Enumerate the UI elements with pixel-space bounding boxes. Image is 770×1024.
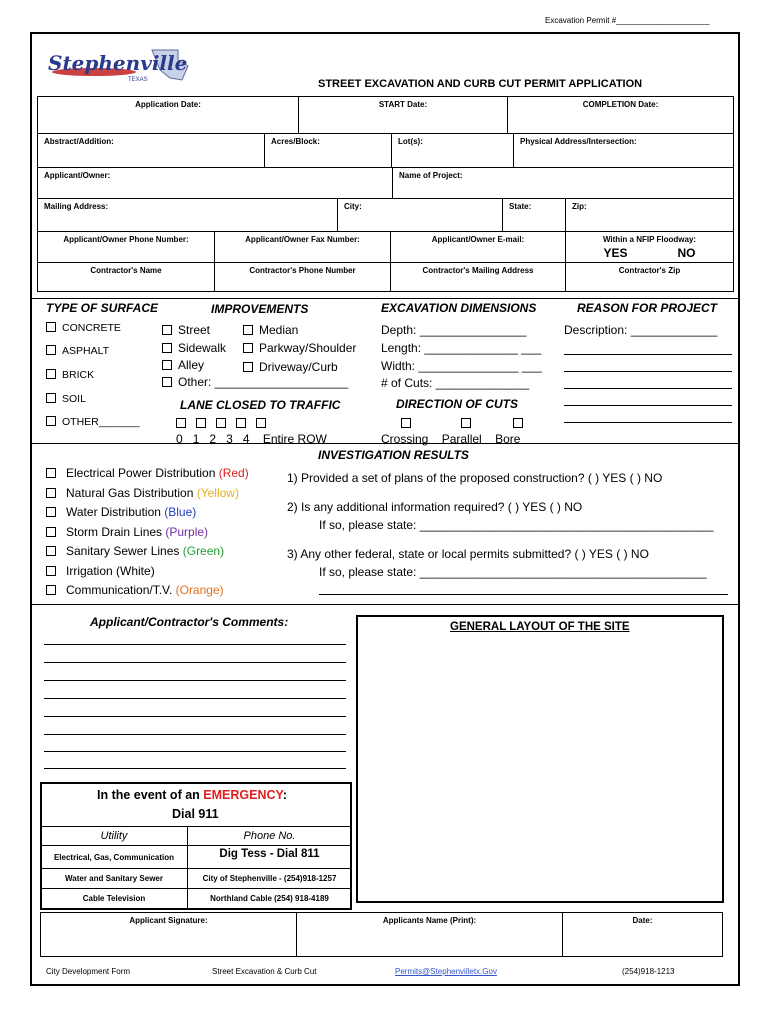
- divider: [41, 888, 351, 889]
- utility-item[interactable]: Sanitary Sewer Lines (Green): [46, 542, 249, 562]
- emergency-word: EMERGENCY: [203, 788, 283, 802]
- footer-email-link[interactable]: Permits@Stephenvilletx.Gov: [395, 967, 497, 976]
- contractor-mailing-field[interactable]: Contractor's Mailing Address: [390, 262, 566, 292]
- divider: [41, 826, 351, 827]
- crossing-label: Crossing: [381, 432, 429, 446]
- improvement-driveway[interactable]: Driveway/Curb: [243, 360, 338, 374]
- checkbox[interactable]: [256, 418, 266, 428]
- emergency-line: In the event of an EMERGENCY:: [97, 788, 288, 802]
- comment-line[interactable]: [44, 698, 346, 699]
- checkbox[interactable]: [46, 345, 56, 355]
- checkbox[interactable]: [46, 369, 56, 379]
- width-field[interactable]: Width: _______________ ___: [381, 359, 542, 373]
- lane-checkboxes: 0 1 2 3 4 Entire ROW: [176, 414, 327, 446]
- comment-line[interactable]: [44, 768, 346, 769]
- utility-row-2: Water and Sanitary Sewer: [65, 874, 163, 883]
- checkbox[interactable]: [162, 343, 172, 353]
- floodway-yes[interactable]: YES: [603, 246, 628, 260]
- checkbox[interactable]: [243, 325, 253, 335]
- bore-label: Bore: [495, 432, 521, 446]
- acres-block-field[interactable]: Acres/Block:: [264, 133, 392, 168]
- investigation-title: INVESTIGATION RESULTS: [318, 448, 469, 462]
- project-name-field[interactable]: Name of Project:: [392, 167, 734, 199]
- mailing-address-field[interactable]: Mailing Address:: [37, 198, 338, 232]
- checkbox[interactable]: [243, 362, 253, 372]
- question-2[interactable]: 2) Is any additional information required? ( ) YES ( ) NO: [287, 500, 583, 514]
- question-3-line[interactable]: [319, 594, 728, 595]
- col-utility: Utility: [100, 830, 128, 842]
- checkbox[interactable]: [46, 322, 56, 332]
- improvements-title: IMPROVEMENTS: [211, 302, 309, 316]
- contractor-zip-field[interactable]: Contractor's Zip: [565, 262, 734, 292]
- utility-list: [46, 464, 249, 601]
- surface-other[interactable]: OTHER_______: [46, 416, 140, 428]
- checkbox[interactable]: [46, 416, 56, 426]
- description-line[interactable]: [564, 354, 732, 355]
- utility-item[interactable]: Water Distribution (Blue): [46, 503, 249, 523]
- date-field[interactable]: Date:: [562, 912, 723, 957]
- cuts-field[interactable]: # of Cuts: ______________: [381, 376, 530, 390]
- entire-row-label: Entire ROW: [262, 432, 327, 446]
- checkbox[interactable]: [461, 418, 471, 428]
- dial-911: Dial 911: [172, 807, 219, 821]
- improvement-other[interactable]: Other: ____________________: [162, 375, 348, 389]
- contractor-name-field[interactable]: Contractor's Name: [37, 262, 215, 292]
- excavation-title: EXCAVATION DIMENSIONS: [381, 301, 537, 315]
- phone-row-3: Northland Cable (254) 918-4189: [210, 894, 329, 903]
- checkbox[interactable]: [46, 468, 56, 478]
- question-3-details[interactable]: If so, please state: ___________________________________________: [319, 565, 707, 579]
- length-field[interactable]: Length: ______________ ___: [381, 341, 542, 355]
- signature-field[interactable]: Applicant Signature:: [40, 912, 297, 957]
- checkbox[interactable]: [46, 507, 56, 517]
- checkbox[interactable]: [46, 393, 56, 403]
- parallel-label: Parallel: [441, 432, 482, 446]
- comment-line[interactable]: [44, 662, 346, 663]
- col-phone: Phone No.: [243, 830, 296, 842]
- logo-text: Stephenville: [48, 51, 188, 75]
- utility-row-1: Electrical, Gas, Communication: [53, 853, 175, 862]
- improvement-alley[interactable]: Alley: [162, 358, 204, 372]
- checkbox[interactable]: [46, 527, 56, 537]
- description-line[interactable]: [564, 388, 732, 389]
- lane-closed-title: LANE CLOSED TO TRAFFIC: [180, 398, 341, 412]
- utility-row-3: Cable Television: [82, 894, 146, 903]
- start-date-field[interactable]: START Date:: [298, 96, 508, 134]
- checkbox[interactable]: [162, 325, 172, 335]
- comment-line[interactable]: [44, 751, 346, 752]
- checkbox[interactable]: [176, 418, 186, 428]
- direction-options: [381, 414, 529, 446]
- utility-item[interactable]: Natural Gas Distribution (Yellow): [46, 484, 249, 504]
- checkbox[interactable]: [196, 418, 206, 428]
- phone-row-2: City of Stephenville - (254)918-1257: [202, 874, 337, 883]
- layout-title: GENERAL LAYOUT OF THE SITE: [450, 621, 630, 633]
- application-date-field[interactable]: Application Date:: [37, 96, 299, 134]
- question-1[interactable]: 1) Provided a set of plans of the proposed construction? ( ) YES ( ) NO: [287, 471, 663, 485]
- depth-field[interactable]: Depth: ________________: [381, 323, 527, 337]
- fax-field[interactable]: Applicant/Owner Fax Number:: [214, 231, 391, 263]
- divider: [41, 845, 351, 846]
- checkbox[interactable]: [401, 418, 411, 428]
- stephenville-logo: [42, 46, 192, 86]
- abstract-field[interactable]: Abstract/Addition:: [37, 133, 265, 168]
- phone-field[interactable]: Applicant/Owner Phone Number:: [37, 231, 215, 263]
- surface-asphalt[interactable]: ASPHALT: [46, 345, 109, 357]
- divider: [31, 298, 739, 299]
- print-name-field[interactable]: Applicants Name (Print):: [296, 912, 563, 957]
- surface-concrete[interactable]: CONCRETE: [46, 322, 121, 334]
- permit-number-label: Excavation Permit #_____________________: [545, 16, 710, 25]
- floodway-no[interactable]: NO: [677, 246, 696, 260]
- checkbox[interactable]: [46, 488, 56, 498]
- contractor-phone-field[interactable]: Contractor's Phone Number: [214, 262, 391, 292]
- form-title: STREET EXCAVATION AND CURB CUT PERMIT APPLICATION: [318, 78, 643, 90]
- state-field[interactable]: State:: [502, 198, 566, 232]
- footer-phone: (254)918-1213: [622, 967, 675, 976]
- divider: [31, 604, 739, 605]
- reason-title: REASON FOR PROJECT: [577, 301, 718, 315]
- checkbox[interactable]: [513, 418, 523, 428]
- improvement-median[interactable]: Median: [243, 323, 298, 337]
- checkbox[interactable]: [162, 377, 172, 387]
- description-line[interactable]: [564, 422, 732, 423]
- checkbox[interactable]: [46, 546, 56, 556]
- city-field[interactable]: City:: [337, 198, 503, 232]
- utility-item[interactable]: Storm Drain Lines (Purple): [46, 523, 249, 543]
- improvement-parkway[interactable]: Parkway/Shoulder: [243, 341, 356, 355]
- lots-field[interactable]: Lot(s):: [391, 133, 514, 168]
- email-field[interactable]: Applicant/Owner E-mail:: [390, 231, 566, 263]
- question-2-details[interactable]: If so, please state: ____________________________________________: [319, 518, 714, 532]
- checkbox[interactable]: [243, 343, 253, 353]
- direction-title: DIRECTION OF CUTS: [396, 397, 518, 411]
- utility-item[interactable]: Irrigation (White): [46, 562, 249, 582]
- physical-address-field[interactable]: Physical Address/Intersection:: [513, 133, 734, 168]
- comment-line[interactable]: [44, 680, 346, 681]
- comment-line[interactable]: [44, 644, 346, 645]
- comments-title: Applicant/Contractor's Comments:: [90, 615, 289, 629]
- checkbox[interactable]: [162, 360, 172, 370]
- surface-brick[interactable]: BRICK: [46, 369, 94, 381]
- phone-row-1: Dig Tess - Dial 811: [219, 848, 320, 860]
- divider: [31, 443, 739, 444]
- checkbox[interactable]: [46, 566, 56, 576]
- description-line[interactable]: [564, 371, 732, 372]
- description-field[interactable]: Description: _____________: [564, 323, 718, 337]
- surface-soil[interactable]: SOIL: [46, 393, 86, 405]
- applicant-owner-field[interactable]: Applicant/Owner:: [37, 167, 393, 199]
- footer-title: Street Excavation & Curb Cut: [212, 967, 317, 976]
- checkbox[interactable]: [46, 585, 56, 595]
- completion-date-field[interactable]: COMPLETION Date:: [507, 96, 734, 134]
- utility-item[interactable]: Electrical Power Distribution (Red): [46, 464, 249, 484]
- surface-title: TYPE OF SURFACE: [46, 301, 159, 315]
- comment-line[interactable]: [44, 716, 346, 717]
- checkbox[interactable]: [216, 418, 226, 428]
- description-line[interactable]: [564, 405, 732, 406]
- footer-form: City Development Form: [46, 967, 131, 976]
- svg-text:TEXAS: TEXAS: [128, 77, 148, 83]
- floodway-field[interactable]: Within a NFIP Floodway: YES NO: [565, 231, 734, 263]
- improvement-street[interactable]: Street: [162, 323, 210, 337]
- divider: [41, 868, 351, 869]
- site-layout-box[interactable]: [356, 615, 724, 903]
- comment-line[interactable]: [44, 734, 346, 735]
- improvement-sidewalk[interactable]: Sidewalk: [162, 341, 226, 355]
- utility-item[interactable]: Communication/T.V. (Orange): [46, 581, 249, 601]
- zip-field[interactable]: Zip:: [565, 198, 734, 232]
- question-3[interactable]: 3) Any other federal, state or local permits submitted? ( ) YES ( ) NO: [287, 547, 649, 561]
- checkbox[interactable]: [236, 418, 246, 428]
